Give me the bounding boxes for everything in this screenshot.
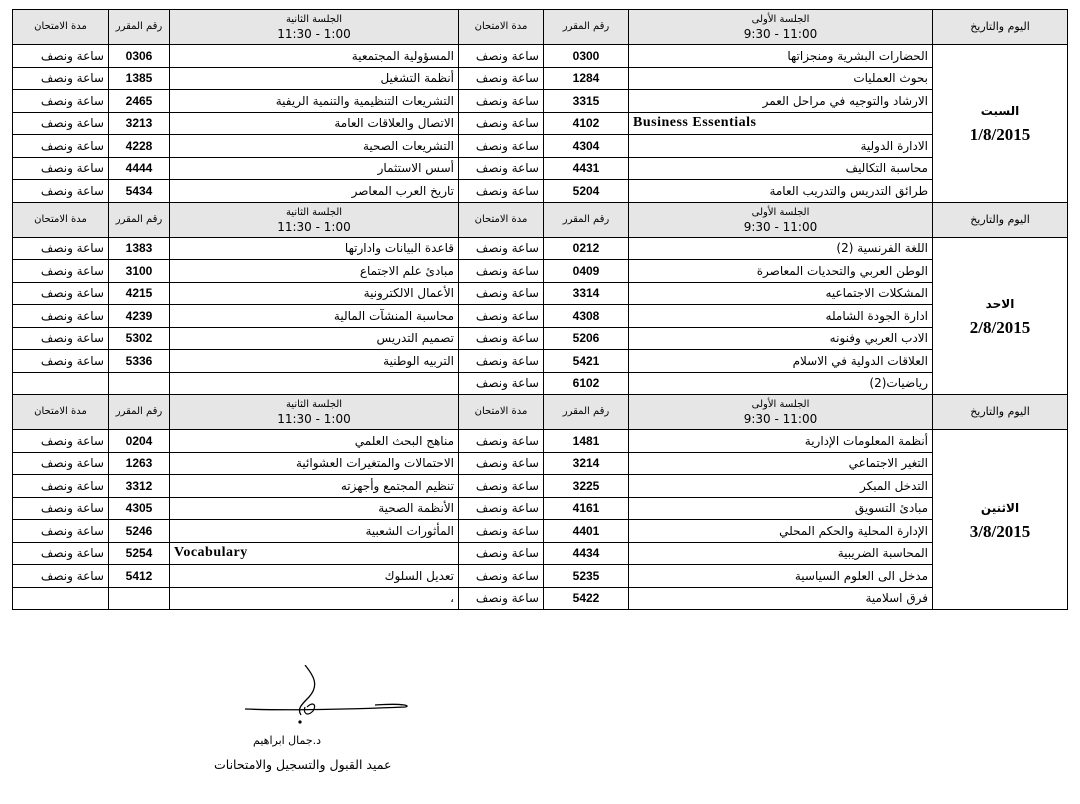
session1-duration: ساعة ونصف xyxy=(459,327,544,350)
session1-duration: ساعة ونصف xyxy=(459,475,544,498)
session1-subject: ادارة الجودة الشامله xyxy=(629,305,933,328)
session2-title: الجلسة الثانية xyxy=(285,14,343,25)
session1-course-number: 4308 xyxy=(544,305,629,328)
header-course-no-1: رقم المقرر xyxy=(544,10,629,45)
session2-title: الجلسة الثانية xyxy=(285,399,343,410)
header-session-2 xyxy=(170,202,459,237)
session2-subject: أنظمة التشغيل xyxy=(170,67,459,90)
table-row xyxy=(13,542,1068,565)
session2-duration xyxy=(13,587,109,610)
session2-subject: تعديل السلوك xyxy=(170,565,459,588)
table-row xyxy=(13,372,1068,395)
session2-course-number: 0204 xyxy=(109,430,170,453)
session1-subject: Business Essentials xyxy=(629,112,933,135)
session1-course-number: 5235 xyxy=(544,565,629,588)
session2-subject: محاسبة المنشآت المالية xyxy=(170,305,459,328)
day-date-cell xyxy=(933,430,1068,610)
session2-subject: أسس الاستثمار xyxy=(170,157,459,180)
session1-duration: ساعة ونصف xyxy=(459,157,544,180)
session1-duration: ساعة ونصف xyxy=(459,452,544,475)
session1-duration: ساعة ونصف xyxy=(459,372,544,395)
session2-subject: التشريعات الصحية xyxy=(170,135,459,158)
exam-schedule-table xyxy=(12,9,1068,610)
session1-duration: ساعة ونصف xyxy=(459,67,544,90)
session1-course-number: 1284 xyxy=(544,67,629,90)
header-duration-1: مدة الامتحان xyxy=(459,10,544,45)
header-course-no-2: رقم المقرر xyxy=(109,10,170,45)
session1-course-number: 5206 xyxy=(544,327,629,350)
table-row xyxy=(13,90,1068,113)
session2-course-number: 5336 xyxy=(109,350,170,373)
session2-duration xyxy=(13,372,109,395)
table-row xyxy=(13,180,1068,203)
session2-course-number: 5254 xyxy=(109,542,170,565)
session1-subject: مدخل الى العلوم السياسية xyxy=(629,565,933,588)
session1-duration: ساعة ونصف xyxy=(459,520,544,543)
session2-duration: ساعة ونصف xyxy=(13,135,109,158)
session1-course-number: 4161 xyxy=(544,497,629,520)
session2-duration: ساعة ونصف xyxy=(13,565,109,588)
session2-time: 1:00 - 11:30 xyxy=(277,27,351,41)
session2-duration: ساعة ونصف xyxy=(13,497,109,520)
session2-subject: الأنظمة الصحية xyxy=(170,497,459,520)
session1-subject: محاسبة التكاليف xyxy=(629,157,933,180)
session1-duration: ساعة ونصف xyxy=(459,587,544,610)
session2-duration: ساعة ونصف xyxy=(13,475,109,498)
session2-subject: تصميم التدريس xyxy=(170,327,459,350)
table-row xyxy=(13,587,1068,610)
session1-subject: اللغة الفرنسية (2) xyxy=(629,237,933,260)
session2-duration: ساعة ونصف xyxy=(13,237,109,260)
session2-subject: الاحتمالات والمتغيرات العشوائية xyxy=(170,452,459,475)
session1-course-number: 3214 xyxy=(544,452,629,475)
session1-subject: المحاسبة الضريبية xyxy=(629,542,933,565)
session2-subject: المسؤولية المجتمعية xyxy=(170,45,459,68)
session2-course-number: 3100 xyxy=(109,260,170,283)
session1-duration: ساعة ونصف xyxy=(459,305,544,328)
session1-subject: الوطن العربي والتحديات المعاصرة xyxy=(629,260,933,283)
session2-subject: التشريعات التنظيمية والتنمية الريفية xyxy=(170,90,459,113)
signatory-name: د.جمال ابراهيم xyxy=(253,734,322,747)
session2-course-number: 5246 xyxy=(109,520,170,543)
session2-time: 1:00 - 11:30 xyxy=(277,412,351,426)
session1-course-number: 1481 xyxy=(544,430,629,453)
session1-duration: ساعة ونصف xyxy=(459,135,544,158)
table-row xyxy=(13,430,1068,453)
session2-subject: مبادئ علم الاجتماع xyxy=(170,260,459,283)
session1-subject: فرق اسلامية xyxy=(629,587,933,610)
table-row xyxy=(13,67,1068,90)
session1-subject: العلاقات الدولية في الاسلام xyxy=(629,350,933,373)
header-row xyxy=(13,202,1068,237)
session2-title: الجلسة الثانية xyxy=(285,206,343,218)
session1-course-number: 5204 xyxy=(544,180,629,203)
session1-subject: أنظمة المعلومات الإدارية xyxy=(629,430,933,453)
session2-course-number: 2465 xyxy=(109,90,170,113)
session1-duration: ساعة ونصف xyxy=(459,90,544,113)
session2-duration: ساعة ونصف xyxy=(13,90,109,113)
session1-course-number: 3314 xyxy=(544,282,629,305)
session1-subject: الإدارة المحلية والحكم المحلي xyxy=(629,520,933,543)
session1-duration: ساعة ونصف xyxy=(459,112,544,135)
session1-time: 11:00 - 9:30 xyxy=(743,219,818,234)
session1-duration: ساعة ونصف xyxy=(459,542,544,565)
header-session-1 xyxy=(629,395,933,430)
session2-course-number: 4215 xyxy=(109,282,170,305)
day-date-cell xyxy=(933,45,1068,203)
table-row xyxy=(13,112,1068,135)
session1-time: 11:00 - 9:30 xyxy=(743,27,818,41)
header-day-date: اليوم والتاريخ xyxy=(933,395,1068,430)
session1-course-number: 0409 xyxy=(544,260,629,283)
session1-duration: ساعة ونصف xyxy=(459,350,544,373)
header-day-date: اليوم والتاريخ xyxy=(933,10,1068,45)
session2-subject: الأعمال الالكترونية xyxy=(170,282,459,305)
session2-duration: ساعة ونصف xyxy=(13,327,109,350)
session1-subject: التغير الاجتماعي xyxy=(629,452,933,475)
session2-subject: المأثورات الشعبية xyxy=(170,520,459,543)
session1-duration: ساعة ونصف xyxy=(459,45,544,68)
session2-subject: التربيه الوطنية xyxy=(170,350,459,373)
session1-duration: ساعة ونصف xyxy=(459,237,544,260)
session1-duration: ساعة ونصف xyxy=(459,497,544,520)
table-row xyxy=(13,305,1068,328)
day-date-cell xyxy=(933,237,1068,395)
header-course-no-1: رقم المقرر xyxy=(544,202,629,237)
session1-subject: رياضيات(2) xyxy=(629,372,933,395)
session2-duration: ساعة ونصف xyxy=(13,157,109,180)
header-duration-2: مدة الامتحان xyxy=(13,395,109,430)
session1-subject: بحوث العمليات xyxy=(629,67,933,90)
session2-course-number: 4305 xyxy=(109,497,170,520)
session2-course-number: 4444 xyxy=(109,157,170,180)
table-row xyxy=(13,157,1068,180)
session2-course-number: 3213 xyxy=(109,112,170,135)
table-row xyxy=(13,45,1068,68)
session2-course-number: 5302 xyxy=(109,327,170,350)
session2-subject: Vocabulary xyxy=(170,542,459,565)
session1-subject: الحضارات البشرية ومنجزاتها xyxy=(629,45,933,68)
session2-course-number: 3312 xyxy=(109,475,170,498)
session2-duration: ساعة ونصف xyxy=(13,430,109,453)
header-duration-2: مدة الامتحان xyxy=(13,10,109,45)
session2-duration: ساعة ونصف xyxy=(13,542,109,565)
session1-duration: ساعة ونصف xyxy=(459,180,544,203)
header-duration-2: مدة الامتحان xyxy=(13,202,109,237)
session1-subject: طرائق التدريس والتدريب العامة xyxy=(629,180,933,203)
header-session-1 xyxy=(629,10,933,45)
session2-duration: ساعة ونصف xyxy=(13,67,109,90)
session2-duration: ساعة ونصف xyxy=(13,350,109,373)
session1-duration: ساعة ونصف xyxy=(459,260,544,283)
session2-course-number xyxy=(109,372,170,395)
session2-course-number: 0306 xyxy=(109,45,170,68)
day-name: الاثنين xyxy=(980,500,1020,515)
table-row xyxy=(13,327,1068,350)
session2-duration: ساعة ونصف xyxy=(13,45,109,68)
header-course-no-2: رقم المقرر xyxy=(109,395,170,430)
table-row xyxy=(13,520,1068,543)
session1-subject: الادارة الدولية xyxy=(629,135,933,158)
day-name: السبت xyxy=(980,104,1020,119)
table-row xyxy=(13,475,1068,498)
header-duration-1: مدة الامتحان xyxy=(459,395,544,430)
session2-duration: ساعة ونصف xyxy=(13,305,109,328)
table-row xyxy=(13,452,1068,475)
session2-subject: مناهج البحث العلمي xyxy=(170,430,459,453)
session1-duration: ساعة ونصف xyxy=(459,430,544,453)
session2-course-number: 5412 xyxy=(109,565,170,588)
session1-course-number: 4102 xyxy=(544,112,629,135)
exam-date: 2/8/2015 xyxy=(969,317,1031,337)
session1-subject: التدخل المبكر xyxy=(629,475,933,498)
signatory-title: عميد القبول والتسجيل والامتحانات xyxy=(214,757,392,772)
session1-course-number: 3315 xyxy=(544,90,629,113)
table-row xyxy=(13,497,1068,520)
session1-time: 11:00 - 9:30 xyxy=(743,412,818,426)
session1-title: الجلسة الأولى xyxy=(751,14,810,25)
session1-title: الجلسة الأولى xyxy=(751,399,810,410)
session1-subject: المشكلات الاجتماعيه xyxy=(629,282,933,305)
session1-subject: الادب العربي وفنونه xyxy=(629,327,933,350)
session2-time: 1:00 - 11:30 xyxy=(277,219,351,234)
session2-course-number: 1385 xyxy=(109,67,170,90)
session2-duration: ساعة ونصف xyxy=(13,180,109,203)
header-day-date: اليوم والتاريخ xyxy=(933,202,1068,237)
header-session-2 xyxy=(170,10,459,45)
session2-subject: تنظيم المجتمع وأجهزته xyxy=(170,475,459,498)
session2-subject: قاعدة البيانات وادارتها xyxy=(170,237,459,260)
session2-course-number: 4228 xyxy=(109,135,170,158)
session1-course-number: 0300 xyxy=(544,45,629,68)
table-row xyxy=(13,350,1068,373)
header-session-1 xyxy=(629,202,933,237)
session1-course-number: 4434 xyxy=(544,542,629,565)
session2-duration: ساعة ونصف xyxy=(13,282,109,305)
header-course-no-1: رقم المقرر xyxy=(544,395,629,430)
session1-course-number: 0212 xyxy=(544,237,629,260)
session2-course-number xyxy=(109,587,170,610)
header-session-2 xyxy=(170,395,459,430)
table-row xyxy=(13,282,1068,305)
session1-duration: ساعة ونصف xyxy=(459,282,544,305)
table-row xyxy=(13,237,1068,260)
table-row xyxy=(13,135,1068,158)
exam-date: 1/8/2015 xyxy=(969,125,1031,145)
session1-course-number: 4401 xyxy=(544,520,629,543)
day-name: الاحد xyxy=(985,296,1015,311)
session2-duration: ساعة ونصف xyxy=(13,112,109,135)
session2-course-number: 1263 xyxy=(109,452,170,475)
session2-course-number: 5434 xyxy=(109,180,170,203)
session1-title: الجلسة الأولى xyxy=(751,206,810,218)
session1-duration: ساعة ونصف xyxy=(459,565,544,588)
session2-course-number: 1383 xyxy=(109,237,170,260)
session1-course-number: 4431 xyxy=(544,157,629,180)
session2-duration: ساعة ونصف xyxy=(13,452,109,475)
session1-course-number: 3225 xyxy=(544,475,629,498)
header-row xyxy=(13,395,1068,430)
header-row xyxy=(13,10,1068,45)
header-duration-1: مدة الامتحان xyxy=(459,202,544,237)
session1-subject: الارشاد والتوجيه في مراحل العمر xyxy=(629,90,933,113)
table-row xyxy=(13,565,1068,588)
signature-image xyxy=(205,665,425,795)
session2-duration: ساعة ونصف xyxy=(13,520,109,543)
exam-date: 3/8/2015 xyxy=(969,521,1031,541)
session1-course-number: 6102 xyxy=(544,372,629,395)
session2-duration: ساعة ونصف xyxy=(13,260,109,283)
session2-course-number: 4239 xyxy=(109,305,170,328)
session2-subject: ، xyxy=(170,587,459,610)
table-row xyxy=(13,260,1068,283)
session2-subject xyxy=(170,372,459,395)
session1-course-number: 5422 xyxy=(544,587,629,610)
session2-subject: الاتصال والعلاقات العامة xyxy=(170,112,459,135)
session1-course-number: 5421 xyxy=(544,350,629,373)
header-course-no-2: رقم المقرر xyxy=(109,202,170,237)
session1-course-number: 4304 xyxy=(544,135,629,158)
session2-subject: تاريخ العرب المعاصر xyxy=(170,180,459,203)
session1-subject: مبادئ التسويق xyxy=(629,497,933,520)
